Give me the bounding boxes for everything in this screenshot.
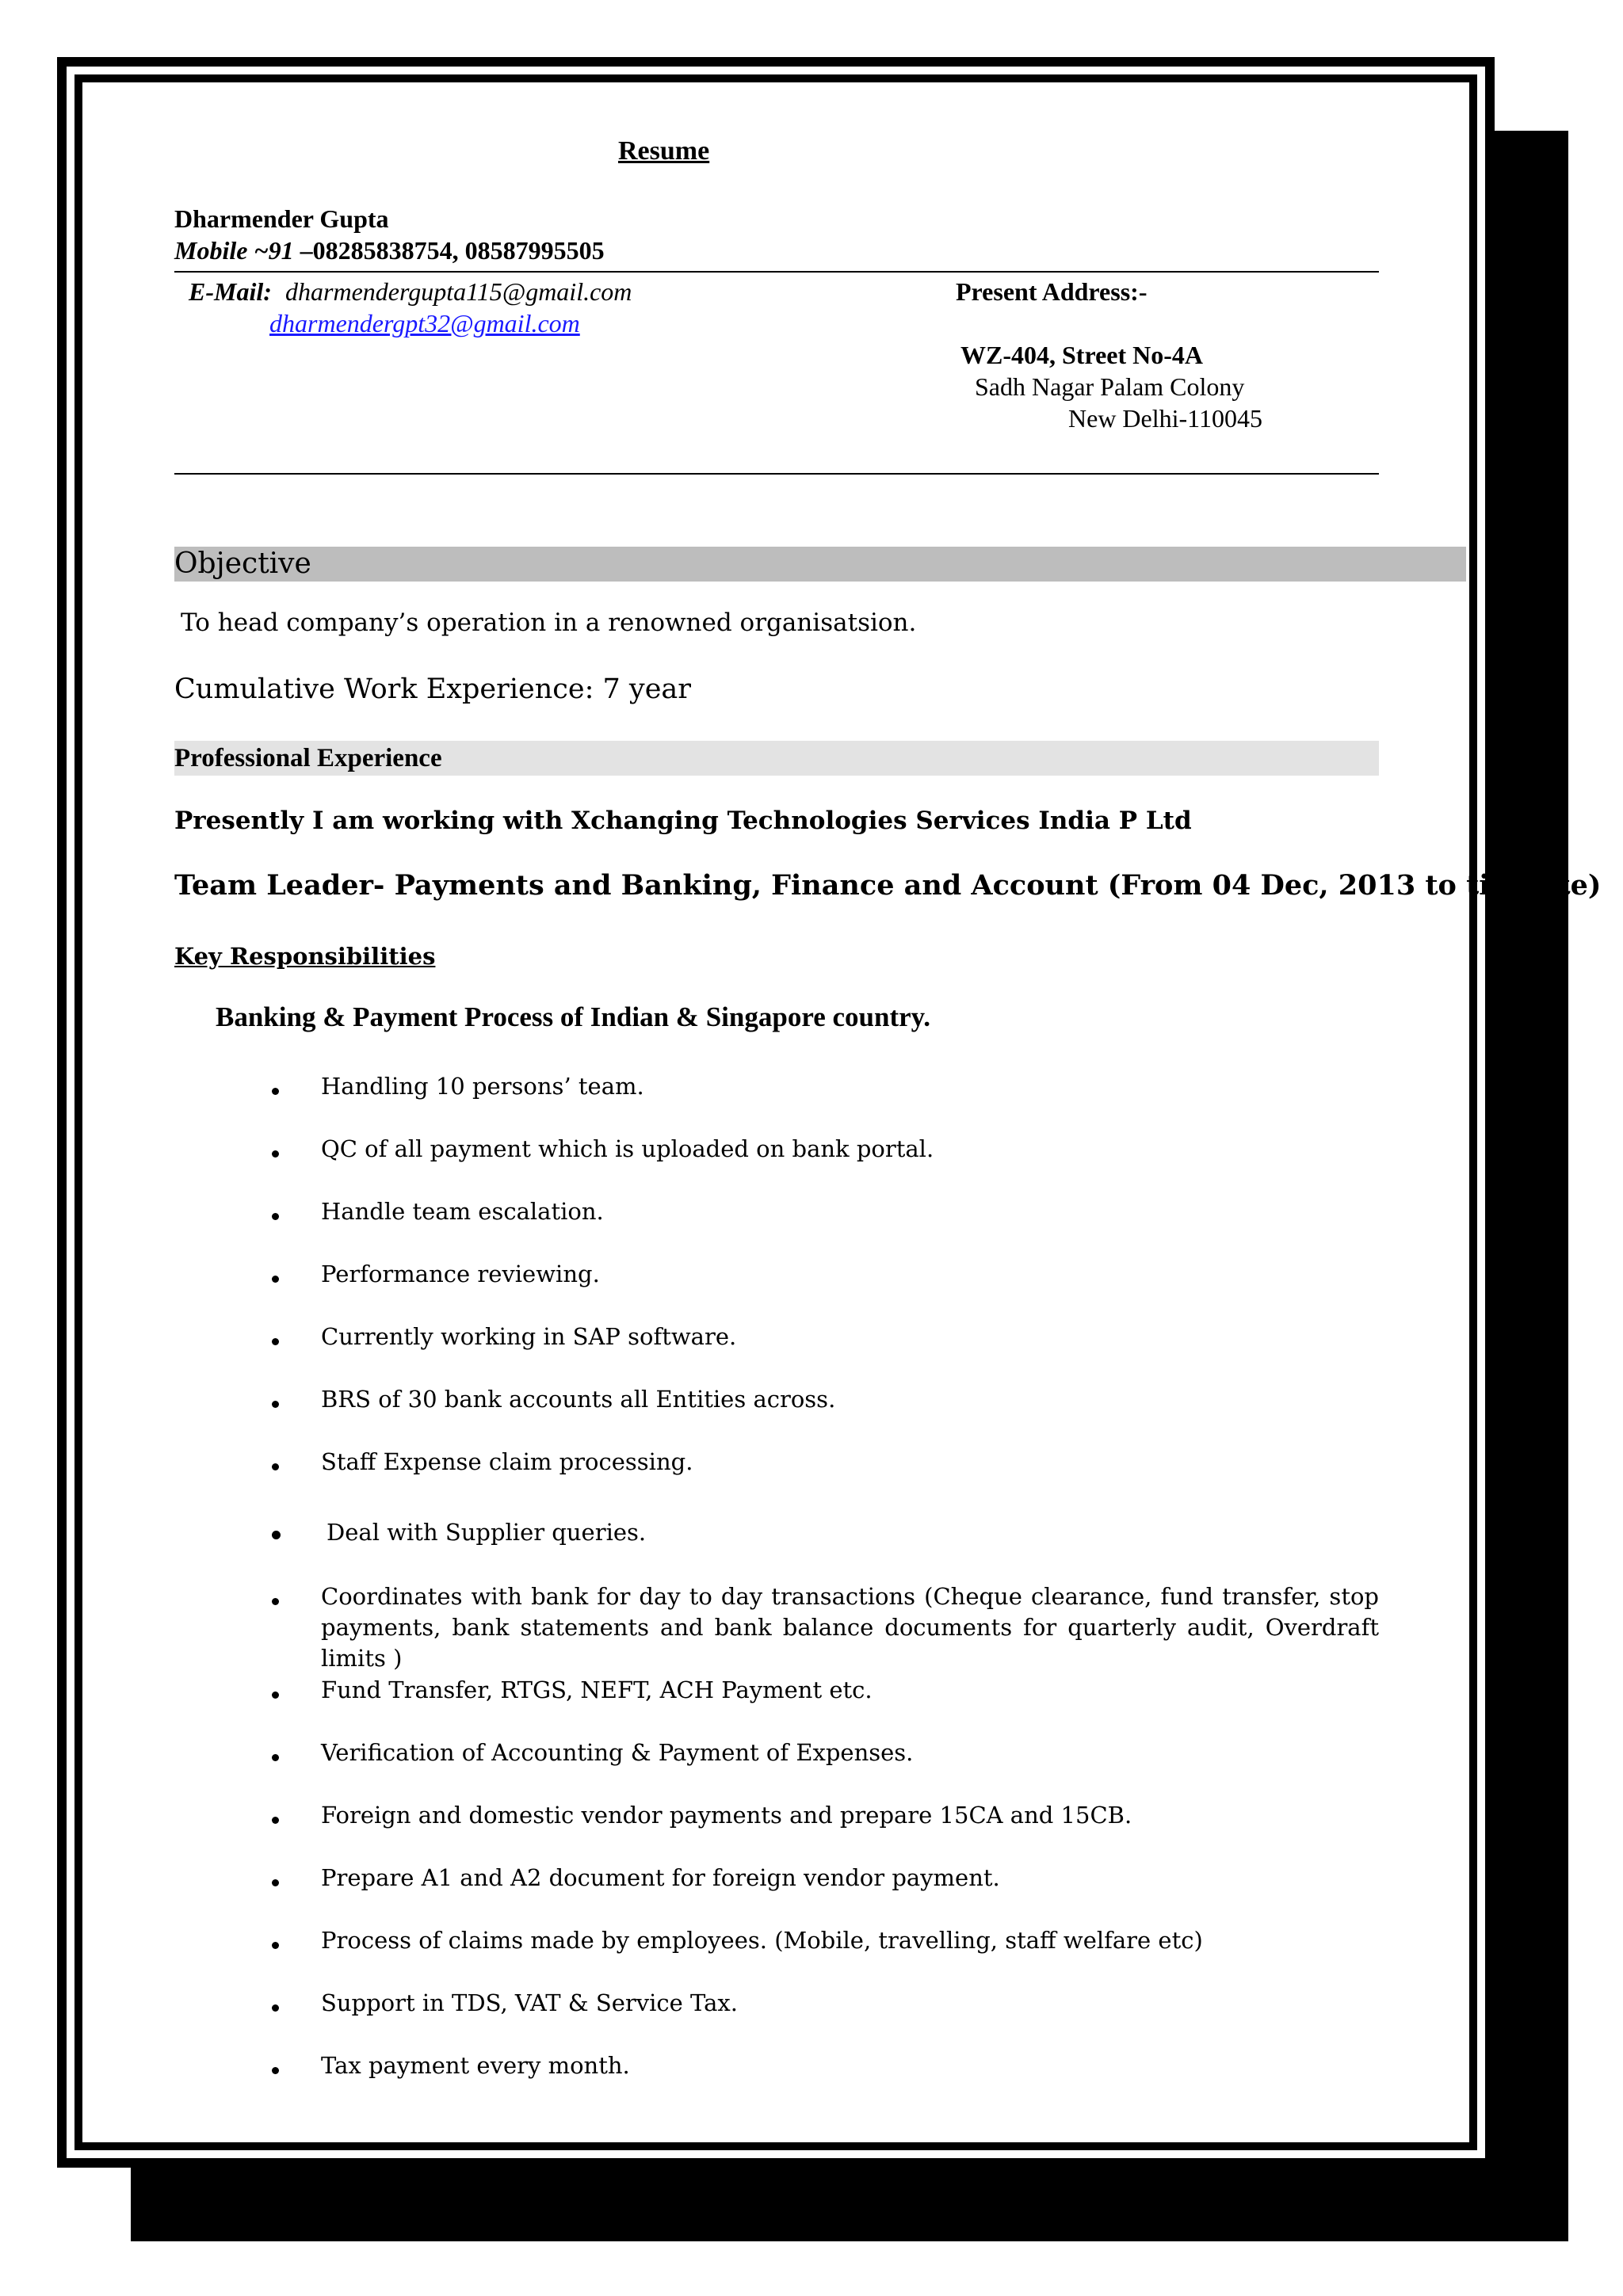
mobile-numbers: –08285838754, 08587995505: [293, 236, 605, 265]
list-item: Deal with Supplier queries.: [327, 1519, 647, 1546]
email-primary[interactable]: dharmendergupta115@gmail.com: [285, 277, 632, 306]
bullet-icon: [272, 1150, 279, 1158]
bullet-icon: [272, 1088, 279, 1095]
address-label: Present Address:-: [956, 277, 1148, 306]
bullet-icon: [272, 2004, 279, 2012]
bullet-icon: [272, 1463, 279, 1470]
list-item: Tax payment every month.: [321, 2052, 630, 2079]
bullet-icon: [272, 1338, 279, 1345]
email-secondary-link[interactable]: dharmendergpt32@gmail.com: [269, 309, 580, 338]
list-item: Support in TDS, VAT & Service Tax.: [321, 1989, 738, 2016]
bullet-icon: [272, 1942, 279, 1949]
mobile-label: Mobile ~91: [174, 236, 294, 265]
bullet-icon: [272, 1598, 279, 1605]
mobile-line: [174, 236, 605, 265]
list-item: Performance reviewing.: [321, 1261, 600, 1287]
list-item: Staff Expense claim processing.: [321, 1448, 693, 1475]
cumulative-experience: Cumulative Work Experience: 7 year: [174, 673, 692, 705]
list-item: Coordinates with bank for day to day transactions (Cheque clearance, fund transfer, stop payments, bank statements and bank balance documents for quarterly audit, Overdraft limits ): [321, 1583, 1379, 1672]
list-item: Handling 10 persons’ team.: [321, 1073, 644, 1100]
professional-experience-heading: Professional Experience: [174, 744, 442, 772]
list-item: Foreign and domestic vendor payments and prepare 15CA and 15CB.: [321, 1802, 1132, 1829]
address-line-2: Sadh Nagar Palam Colony: [975, 372, 1245, 401]
document-title: Resume: [618, 136, 710, 166]
address-line-1: WZ-404, Street No-4A: [960, 341, 1204, 369]
process-heading: Banking & Payment Process of Indian & Singapore country.: [216, 1001, 930, 1032]
list-item: Handle team escalation.: [321, 1198, 604, 1225]
objective-heading-bar: [174, 547, 1466, 582]
document-page: [82, 82, 1469, 2142]
email-label: E-Mail:: [189, 277, 272, 306]
list-item: Process of claims made by employees. (Mobile, travelling, staff welfare etc): [321, 1927, 1203, 1954]
header-divider: [174, 271, 1379, 273]
key-responsibilities-label: Key Responsibilities: [174, 943, 436, 970]
bullet-icon: [272, 1879, 279, 1886]
bullet-icon: [272, 2067, 279, 2074]
list-item: BRS of 30 bank accounts all Entities across.: [321, 1386, 836, 1413]
list-item: QC of all payment which is uploaded on bank portal.: [321, 1135, 934, 1162]
current-employer: Presently I am working with Xchanging Technologies Services India P Ltd: [174, 807, 1192, 835]
bullet-icon: [272, 1401, 279, 1408]
address-line-3: New Delhi-110045: [1068, 404, 1262, 433]
current-role: Team Leader- Payments and Banking, Finance and Account (From 04 Dec, 2013 to till date): [174, 869, 1602, 902]
bullet-icon: [272, 1691, 279, 1699]
list-item: Currently working in SAP software.: [321, 1323, 737, 1350]
list-item: Fund Transfer, RTGS, NEFT, ACH Payment etc.: [321, 1676, 873, 1703]
bullet-icon: [272, 1817, 279, 1824]
list-item: Verification of Accounting & Payment of Expenses.: [321, 1739, 914, 1766]
bullet-icon: [272, 1754, 279, 1761]
objective-text: To head company’s operation in a renowned organisatsion.: [181, 608, 917, 637]
bullet-icon: [272, 1213, 279, 1220]
bullet-icon: [272, 1531, 281, 1539]
list-item: Prepare A1 and A2 document for foreign vendor payment.: [321, 1864, 1000, 1891]
candidate-name: Dharmender Gupta: [174, 204, 389, 233]
bullet-icon: [272, 1276, 279, 1283]
objective-heading: Objective: [174, 547, 311, 580]
contact-divider: [174, 473, 1379, 475]
